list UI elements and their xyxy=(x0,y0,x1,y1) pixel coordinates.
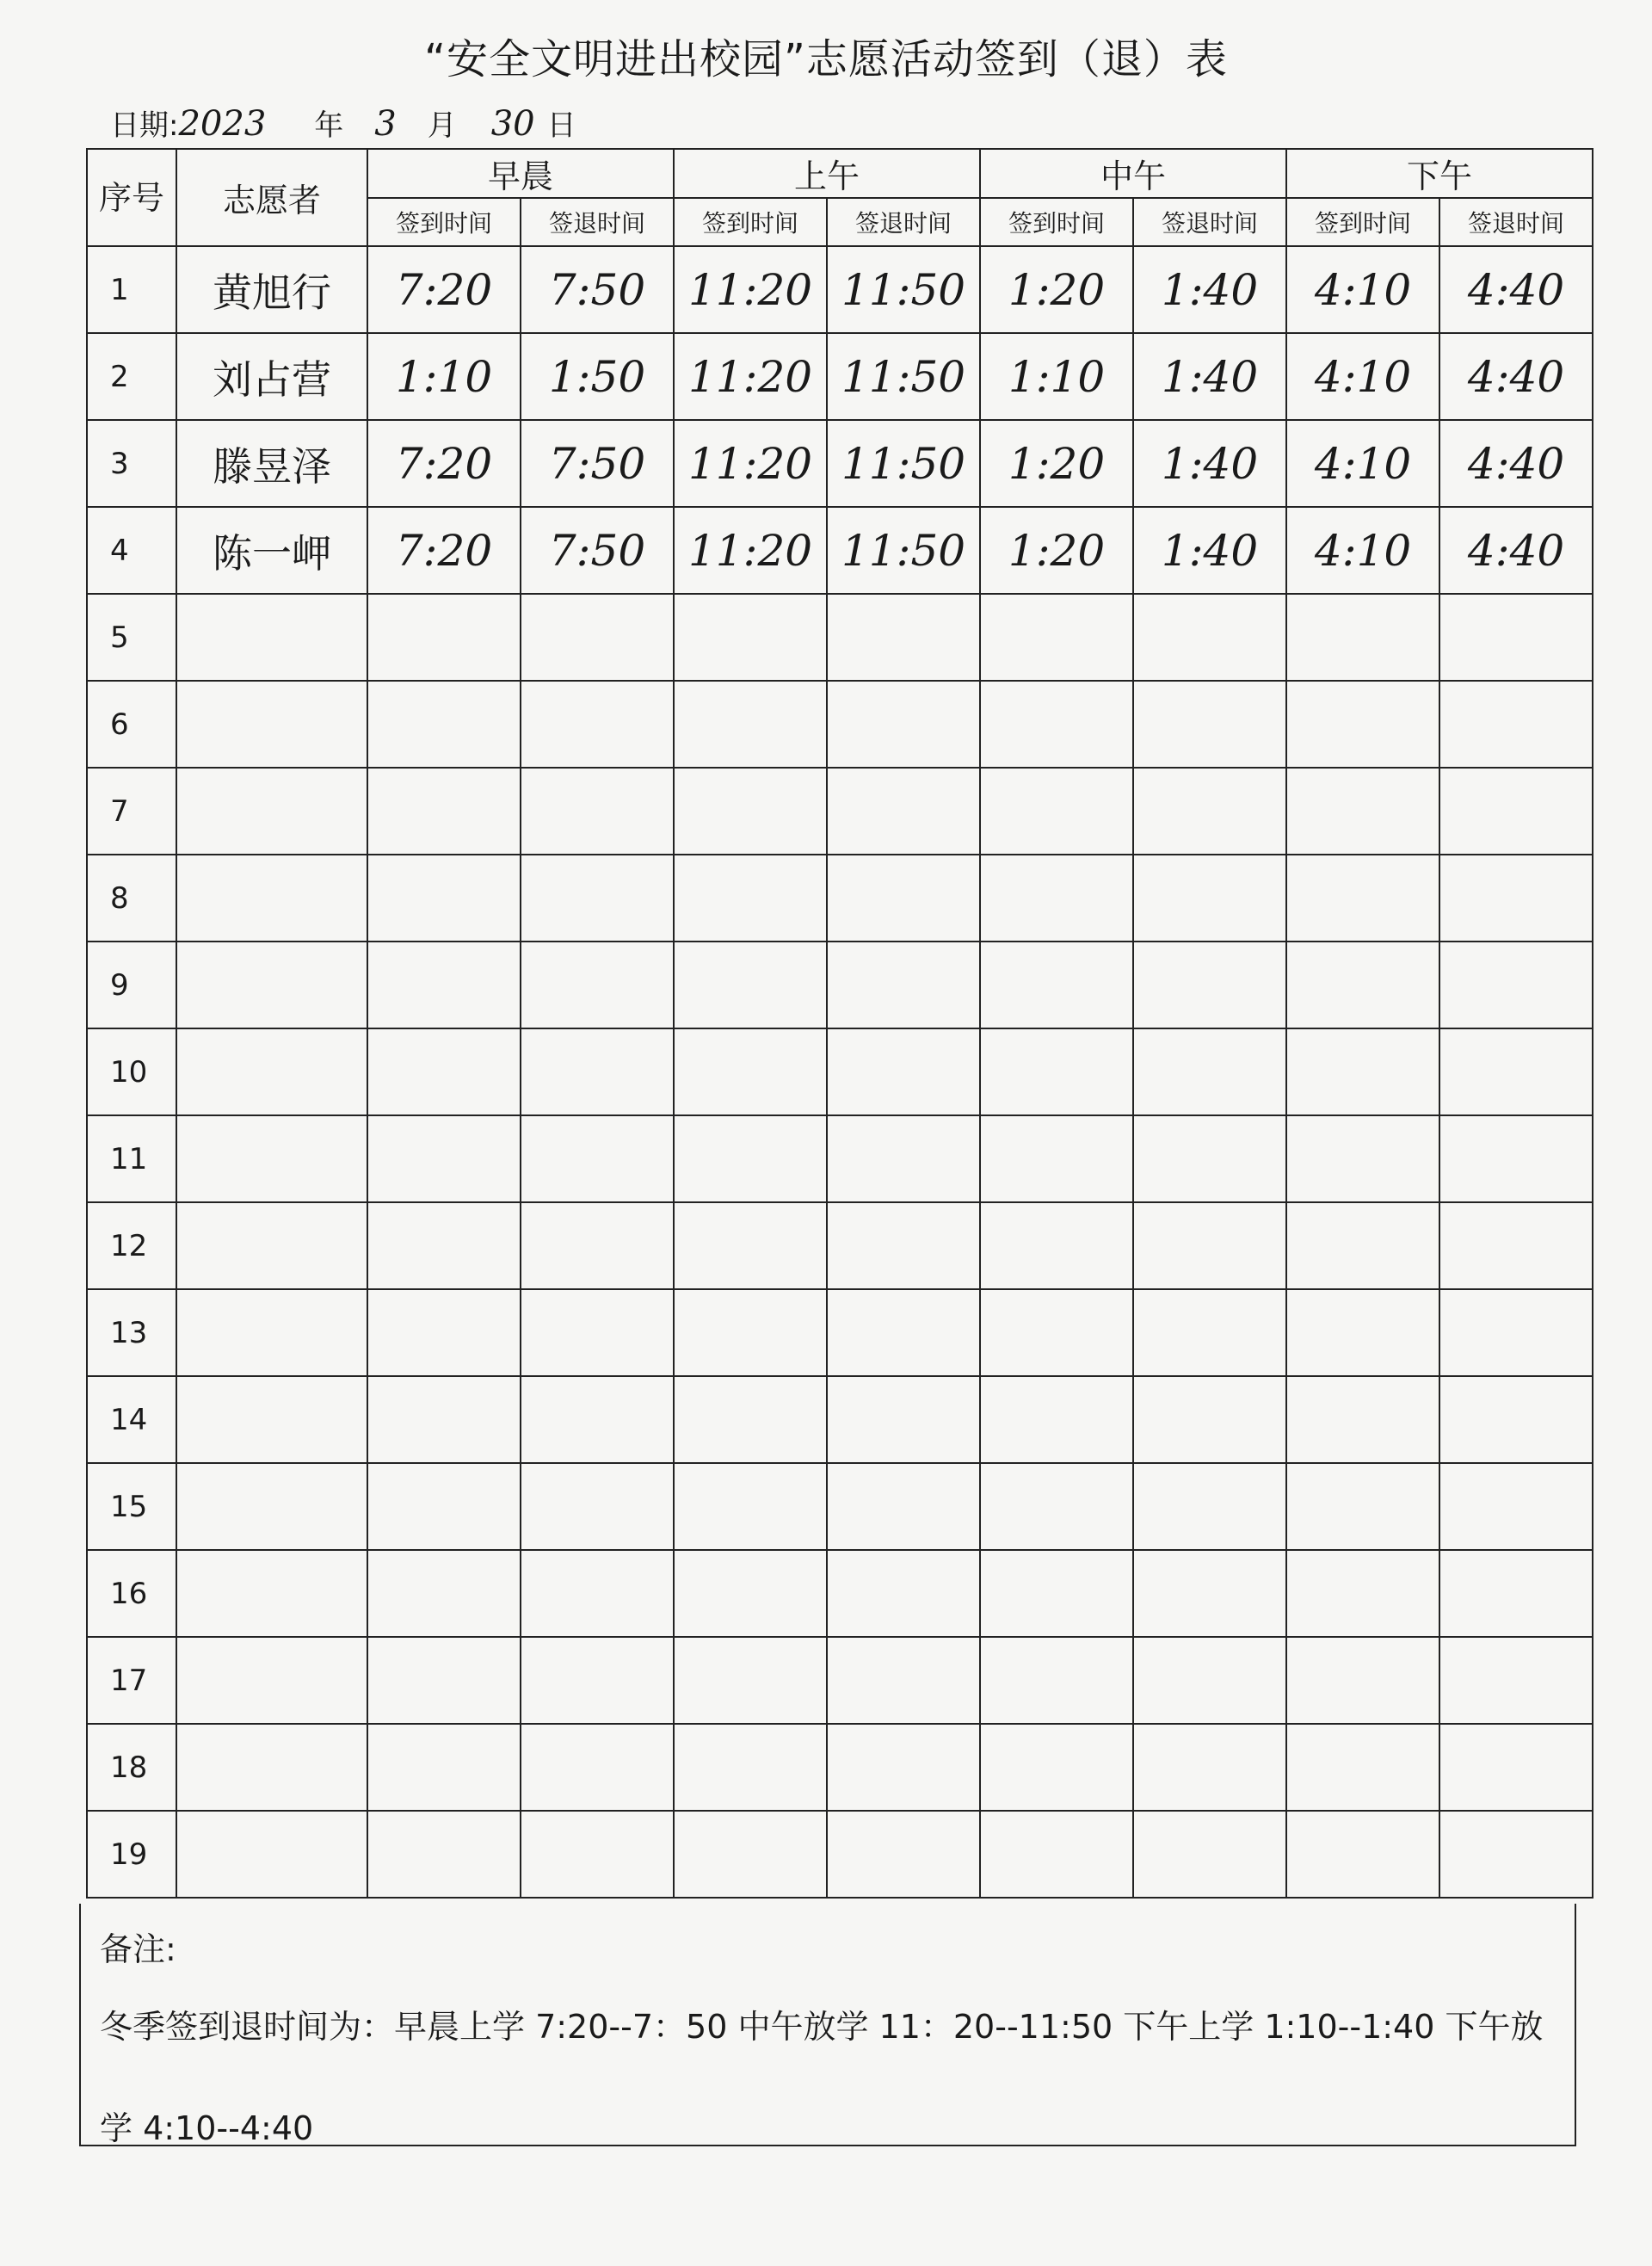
row-seq: 19 xyxy=(87,1811,176,1898)
volunteer-name-cell xyxy=(176,1724,367,1811)
date-month-unit: 月 xyxy=(427,108,457,143)
signout-time-cell xyxy=(1439,855,1593,942)
signin-time-cell xyxy=(367,1811,521,1898)
signout-time-cell xyxy=(1133,855,1286,942)
date-year-unit: 年 xyxy=(314,108,344,143)
signout-time-cell xyxy=(827,855,980,942)
signout-time-cell xyxy=(827,1289,980,1376)
period-header-noon: 中午 xyxy=(980,149,1286,198)
signout-time-cell: 4:40 xyxy=(1439,507,1593,594)
signout-time-cell: 11:50 xyxy=(827,333,980,420)
signin-time-cell xyxy=(980,768,1133,855)
signin-time-cell xyxy=(674,1724,827,1811)
signin-time-cell: 11:20 xyxy=(674,246,827,333)
signin-time-cell xyxy=(367,1115,521,1202)
signout-time-cell: 1:40 xyxy=(1133,333,1286,420)
table-row xyxy=(87,333,1593,420)
signin-time-cell xyxy=(980,1115,1133,1202)
signout-time-cell xyxy=(521,942,674,1028)
signout-time-cell xyxy=(1439,1463,1593,1550)
sheet-title: “安全文明进出校园”志愿活动签到（退）表 xyxy=(424,35,1228,83)
signin-time-cell xyxy=(674,1376,827,1463)
signin-time-cell xyxy=(674,1202,827,1289)
signin-time-cell xyxy=(367,768,521,855)
signout-time-cell: 1:40 xyxy=(1133,507,1286,594)
row-seq: 17 xyxy=(87,1637,176,1724)
table-row xyxy=(87,1463,1593,1550)
signout-time-cell xyxy=(827,1202,980,1289)
signout-time-header: 签退时间 xyxy=(1133,198,1286,246)
signin-time-cell: 7:20 xyxy=(367,246,521,333)
signout-time-cell: 1:40 xyxy=(1133,246,1286,333)
signin-time-cell: 4:10 xyxy=(1286,507,1439,594)
table-row xyxy=(87,507,1593,594)
volunteer-name-cell xyxy=(176,1637,367,1724)
signin-time-cell xyxy=(1286,681,1439,768)
signin-time-cell xyxy=(980,1463,1133,1550)
signout-time-cell xyxy=(1439,942,1593,1028)
row-seq: 1 xyxy=(87,246,176,333)
signin-time-cell xyxy=(980,1724,1133,1811)
signin-time-cell: 1:20 xyxy=(980,507,1133,594)
signout-time-cell: 4:40 xyxy=(1439,333,1593,420)
signout-time-cell xyxy=(1439,594,1593,681)
table-row xyxy=(87,942,1593,1028)
signin-time-cell xyxy=(1286,594,1439,681)
signout-time-cell: 4:40 xyxy=(1439,420,1593,507)
signout-time-cell xyxy=(1439,1550,1593,1637)
signout-time-cell xyxy=(827,1115,980,1202)
signout-time-cell xyxy=(827,1724,980,1811)
signout-time-cell: 11:50 xyxy=(827,420,980,507)
signin-time-cell xyxy=(980,1202,1133,1289)
signout-time-cell xyxy=(1133,1811,1286,1898)
table-body xyxy=(87,246,1593,1898)
row-seq: 18 xyxy=(87,1724,176,1811)
row-seq: 15 xyxy=(87,1463,176,1550)
row-seq: 4 xyxy=(87,507,176,594)
period-header-afternoon: 下午 xyxy=(1286,149,1593,198)
signout-time-cell: 1:40 xyxy=(1133,420,1286,507)
table-row xyxy=(87,855,1593,942)
volunteer-name-cell xyxy=(176,1463,367,1550)
signout-time-cell xyxy=(827,768,980,855)
signin-time-cell xyxy=(980,1289,1133,1376)
table-row xyxy=(87,1202,1593,1289)
signout-time-cell xyxy=(827,1376,980,1463)
signin-time-cell xyxy=(674,1115,827,1202)
seq-header: 序号 xyxy=(87,149,176,246)
signout-time-cell xyxy=(521,1376,674,1463)
date-line xyxy=(110,102,576,144)
signin-time-cell xyxy=(1286,942,1439,1028)
signout-time-cell xyxy=(1133,1637,1286,1724)
volunteer-header: 志愿者 xyxy=(176,149,367,246)
volunteer-name-cell xyxy=(176,1028,367,1115)
volunteer-name-cell: 刘占营 xyxy=(176,333,367,420)
table-row xyxy=(87,420,1593,507)
volunteer-name-cell: 黄旭行 xyxy=(176,246,367,333)
table-row xyxy=(87,1724,1593,1811)
table-row xyxy=(87,246,1593,333)
row-seq: 8 xyxy=(87,855,176,942)
notes-box xyxy=(79,1904,1576,2146)
signin-time-cell: 1:10 xyxy=(980,333,1133,420)
signout-time-cell: 11:50 xyxy=(827,246,980,333)
signout-time-cell xyxy=(1439,1637,1593,1724)
signout-time-cell xyxy=(1133,1376,1286,1463)
signin-time-cell xyxy=(1286,1550,1439,1637)
signout-time-cell xyxy=(521,594,674,681)
signin-time-cell xyxy=(367,1289,521,1376)
signin-time-cell xyxy=(367,855,521,942)
signout-time-cell xyxy=(1133,594,1286,681)
signin-time-cell xyxy=(674,1289,827,1376)
signin-time-cell xyxy=(980,1550,1133,1637)
signin-time-cell xyxy=(1286,1463,1439,1550)
signout-time-cell xyxy=(521,1289,674,1376)
signout-time-cell xyxy=(1439,1724,1593,1811)
signin-time-cell: 1:20 xyxy=(980,246,1133,333)
date-day-unit: 日 xyxy=(546,108,576,143)
signin-time-cell xyxy=(1286,1028,1439,1115)
notes-text: 冬季签到退时间为：早晨上学 7:20--7：50 中午放学 11：20--11:50 下午上学 1:10--1:40 下午放学 4:10--4:40 xyxy=(100,2008,1544,2147)
row-seq: 13 xyxy=(87,1289,176,1376)
signin-time-cell: 1:10 xyxy=(367,333,521,420)
signout-time-cell xyxy=(521,1463,674,1550)
signin-time-header: 签到时间 xyxy=(367,198,521,246)
signout-time-cell xyxy=(521,1550,674,1637)
signout-time-cell xyxy=(1439,1289,1593,1376)
signout-time-cell xyxy=(1439,681,1593,768)
signin-time-cell xyxy=(1286,1289,1439,1376)
volunteer-name-cell xyxy=(176,1550,367,1637)
signout-time-cell xyxy=(827,1028,980,1115)
signin-time-cell xyxy=(674,594,827,681)
volunteer-name-cell xyxy=(176,1202,367,1289)
signin-time-cell xyxy=(674,1637,827,1724)
signin-time-cell: 11:20 xyxy=(674,507,827,594)
row-seq: 14 xyxy=(87,1376,176,1463)
signin-time-cell xyxy=(674,1463,827,1550)
table-row xyxy=(87,681,1593,768)
signin-time-header: 签到时间 xyxy=(980,198,1133,246)
volunteer-name-cell xyxy=(176,1811,367,1898)
period-header-morning: 早晨 xyxy=(367,149,674,198)
table-row xyxy=(87,1376,1593,1463)
signin-time-cell xyxy=(367,1463,521,1550)
signin-time-cell: 1:20 xyxy=(980,420,1133,507)
date-month: 3 xyxy=(374,104,397,144)
row-seq: 6 xyxy=(87,681,176,768)
signout-time-cell xyxy=(521,855,674,942)
signin-table xyxy=(86,148,1593,1899)
table-row xyxy=(87,1289,1593,1376)
signin-time-cell xyxy=(367,594,521,681)
signin-time-cell xyxy=(367,1202,521,1289)
volunteer-name-cell: 陈一岬 xyxy=(176,507,367,594)
date-label: 日期: xyxy=(110,108,179,143)
row-seq: 2 xyxy=(87,333,176,420)
notes-label: 备注: xyxy=(100,1930,176,1968)
signin-time-cell xyxy=(674,942,827,1028)
signout-time-cell xyxy=(1439,1028,1593,1115)
signout-time-cell xyxy=(827,594,980,681)
signin-time-cell xyxy=(980,1028,1133,1115)
volunteer-name-cell xyxy=(176,681,367,768)
signout-time-cell xyxy=(827,942,980,1028)
date-day: 30 xyxy=(490,104,535,144)
signin-time-cell: 7:20 xyxy=(367,507,521,594)
signin-time-header: 签到时间 xyxy=(1286,198,1439,246)
signout-time-cell xyxy=(521,1115,674,1202)
signin-time-cell xyxy=(674,1550,827,1637)
signout-time-cell xyxy=(521,1202,674,1289)
volunteer-name-cell xyxy=(176,942,367,1028)
signin-time-cell xyxy=(1286,1637,1439,1724)
row-seq: 16 xyxy=(87,1550,176,1637)
date-year: 2023 xyxy=(178,104,267,144)
signin-time-cell xyxy=(367,1637,521,1724)
table-row xyxy=(87,768,1593,855)
row-seq: 9 xyxy=(87,942,176,1028)
signout-time-cell xyxy=(827,1550,980,1637)
signout-time-cell xyxy=(1133,681,1286,768)
signin-time-cell xyxy=(980,855,1133,942)
signout-time-cell xyxy=(1439,1811,1593,1898)
signin-time-cell xyxy=(1286,1115,1439,1202)
signin-time-cell xyxy=(980,942,1133,1028)
signin-time-cell xyxy=(1286,1724,1439,1811)
signout-time-cell xyxy=(1133,1463,1286,1550)
volunteer-name-cell xyxy=(176,1289,367,1376)
signout-time-cell xyxy=(521,1811,674,1898)
signin-time-cell xyxy=(980,1811,1133,1898)
signout-time-cell xyxy=(521,768,674,855)
signin-time-cell xyxy=(1286,1376,1439,1463)
signout-time-cell xyxy=(1439,1202,1593,1289)
signin-time-cell xyxy=(980,1376,1133,1463)
signout-time-cell xyxy=(1439,1376,1593,1463)
signin-time-cell xyxy=(367,942,521,1028)
signin-time-cell: 4:10 xyxy=(1286,420,1439,507)
signin-time-cell xyxy=(367,1028,521,1115)
table-row xyxy=(87,1028,1593,1115)
signin-time-cell xyxy=(367,681,521,768)
row-seq: 11 xyxy=(87,1115,176,1202)
signin-time-cell xyxy=(1286,768,1439,855)
signout-time-cell: 7:50 xyxy=(521,420,674,507)
table-row xyxy=(87,1637,1593,1724)
signout-time-cell xyxy=(521,681,674,768)
signin-time-cell: 4:10 xyxy=(1286,246,1439,333)
signout-time-cell xyxy=(1133,942,1286,1028)
signin-time-cell xyxy=(674,855,827,942)
signin-time-cell: 7:20 xyxy=(367,420,521,507)
signin-time-cell xyxy=(1286,855,1439,942)
signout-time-cell xyxy=(1133,1289,1286,1376)
signout-time-cell xyxy=(1439,768,1593,855)
signout-time-header: 签退时间 xyxy=(521,198,674,246)
table-row xyxy=(87,594,1593,681)
signout-time-cell: 1:50 xyxy=(521,333,674,420)
signout-time-cell: 7:50 xyxy=(521,507,674,594)
table-row xyxy=(87,1811,1593,1898)
signout-time-header: 签退时间 xyxy=(827,198,980,246)
signout-time-cell xyxy=(1133,768,1286,855)
signout-time-cell xyxy=(1133,1724,1286,1811)
signin-time-cell xyxy=(674,768,827,855)
volunteer-name-cell xyxy=(176,855,367,942)
signout-time-header: 签退时间 xyxy=(1439,198,1593,246)
signout-time-cell: 7:50 xyxy=(521,246,674,333)
row-seq: 5 xyxy=(87,594,176,681)
signout-time-cell xyxy=(1439,1115,1593,1202)
row-seq: 7 xyxy=(87,768,176,855)
signout-time-cell xyxy=(521,1028,674,1115)
signout-time-cell xyxy=(1133,1202,1286,1289)
signin-time-cell xyxy=(980,681,1133,768)
signin-time-cell xyxy=(1286,1811,1439,1898)
signin-time-cell xyxy=(674,1811,827,1898)
signin-time-cell xyxy=(980,594,1133,681)
signin-time-cell xyxy=(980,1637,1133,1724)
signin-time-cell xyxy=(674,681,827,768)
period-header-forenoon: 上午 xyxy=(674,149,980,198)
signout-time-cell xyxy=(521,1637,674,1724)
signout-time-cell xyxy=(827,1463,980,1550)
table-row xyxy=(87,1550,1593,1637)
signin-time-cell: 11:20 xyxy=(674,420,827,507)
signout-time-cell xyxy=(1133,1028,1286,1115)
table-row xyxy=(87,1115,1593,1202)
signout-time-cell xyxy=(1133,1115,1286,1202)
volunteer-name-cell: 滕昱泽 xyxy=(176,420,367,507)
row-seq: 12 xyxy=(87,1202,176,1289)
signout-time-cell: 11:50 xyxy=(827,507,980,594)
signin-time-cell: 11:20 xyxy=(674,333,827,420)
row-seq: 10 xyxy=(87,1028,176,1115)
signin-time-cell: 4:10 xyxy=(1286,333,1439,420)
signin-time-cell xyxy=(1286,1202,1439,1289)
signout-time-cell xyxy=(827,681,980,768)
signin-time-header: 签到时间 xyxy=(674,198,827,246)
signout-time-cell xyxy=(827,1637,980,1724)
signout-time-cell xyxy=(827,1811,980,1898)
signout-time-cell xyxy=(521,1724,674,1811)
signout-time-cell xyxy=(1133,1550,1286,1637)
row-seq: 3 xyxy=(87,420,176,507)
volunteer-name-cell xyxy=(176,594,367,681)
signin-time-cell xyxy=(367,1376,521,1463)
volunteer-name-cell xyxy=(176,768,367,855)
signin-time-cell xyxy=(674,1028,827,1115)
volunteer-name-cell xyxy=(176,1376,367,1463)
signin-time-cell xyxy=(367,1724,521,1811)
signin-time-cell xyxy=(367,1550,521,1637)
volunteer-name-cell xyxy=(176,1115,367,1202)
signout-time-cell: 4:40 xyxy=(1439,246,1593,333)
